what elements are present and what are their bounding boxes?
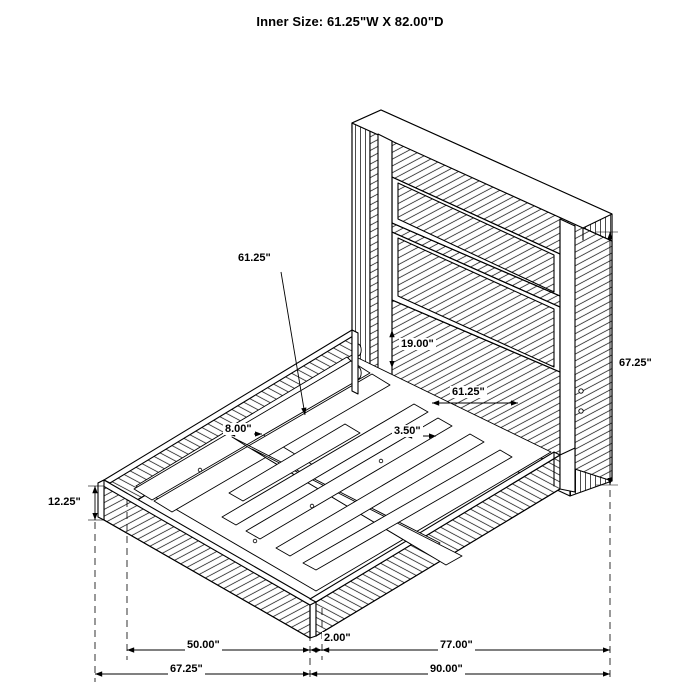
dim-label-inner-width: 61.25" xyxy=(452,386,485,398)
dim-label-foot-width: 50.00" xyxy=(187,639,220,651)
dim-label-inner-width-callout: 61.25" xyxy=(238,252,271,264)
dim-label-overall-length: 90.00" xyxy=(430,663,463,675)
page-title: Inner Size: 61.25"W X 82.00"D xyxy=(256,14,444,29)
dim-label-deck-offset: 8.00" xyxy=(225,423,252,435)
fastener-dot xyxy=(579,389,583,393)
dim-label-side-rail-height: 12.25" xyxy=(48,496,81,508)
dim-label-headboard-panel-height: 19.00" xyxy=(401,338,434,350)
dim-label-overall-foot-width: 67.25" xyxy=(170,663,203,675)
dim-label-corner-post: 2.00" xyxy=(324,632,351,644)
dim-label-side-length: 77.00" xyxy=(440,639,473,651)
fastener-dot xyxy=(579,409,583,413)
dim-label-overall-height: 67.25" xyxy=(619,357,652,369)
dim-label-slat-width: 3.50" xyxy=(394,425,421,437)
